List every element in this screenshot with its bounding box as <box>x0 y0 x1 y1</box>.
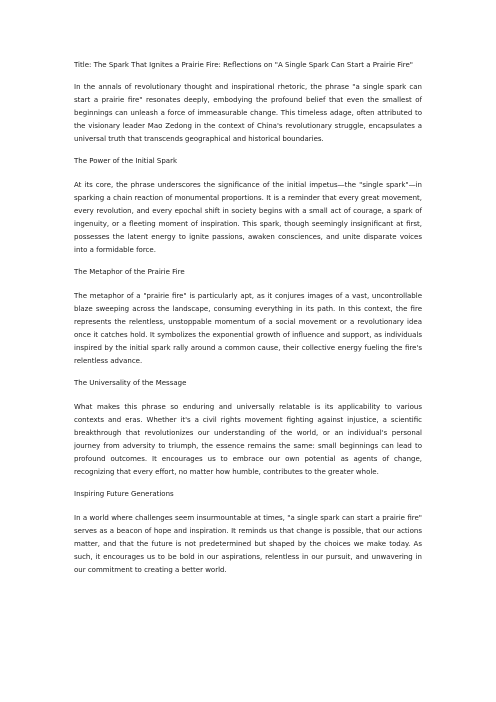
section-heading-power: The Power of the Initial Spark <box>74 157 178 165</box>
section-heading-metaphor: The Metaphor of the Prairie Fire <box>74 268 185 276</box>
section-body-universality: What makes this phrase so enduring and universally relatable is its applicability to various contexts and eras. Whether it's a civil rights movement fighting against injustice, a scientific breakthrough that revolutionizes our understanding of the world, or an individual's personal journey from adversity to triumph, the essence remains the same: small beginnings can lead to profound outcomes. It encourages us to embrace our own potential as agents of change, recognizing that every effort, no matter how humble, contributes to the greater whole. <box>74 403 422 476</box>
section-body-power: At its core, the phrase underscores the significance of the initial impetus—the "single spark"—in sparking a chain reaction of monumental proportions. It is a reminder that every great movement, every revolution, and every epochal shift in society begins with a small act of courage, a spark of ingenuity, or a fleeting moment of inspiration. This spark, though seemingly insignificant at first, possesses the latent energy to ignite passions, awaken consciences, and unite disparate voices into a formidable force. <box>74 181 422 254</box>
section-body-inspiring: In a world where challenges seem insurmountable at times, "a single spark can start a prairie fire" serves as a beacon of hope and inspiration. It reminds us that change is possible, that our actions matter, and that the future is not predetermined but shaped by the choices we make today. As such, it encourages us to be bold in our aspirations, relentless in our pursuit, and unwavering in our commitment to creating a better world. <box>74 514 422 574</box>
section-heading-inspiring: Inspiring Future Generations <box>74 490 174 498</box>
section-heading-universality: The Universality of the Message <box>74 379 187 387</box>
document-title: Title: The Spark That Ignites a Prairie Fire: Reflections on "A Single Spark Can Start a Prairie Fire" <box>74 61 414 69</box>
intro-paragraph: In the annals of revolutionary thought and inspirational rhetoric, the phrase "a single spark can start a prairie fire" resonates deeply, embodying the profound belief that even the smallest of beginnings can unleash a force of immeasurable change. This timeless adage, often attributed to the visionary leader Mao Zedong in the context of China's revolutionary struggle, encapsulates a universal truth that transcends geographical and historical boundaries. <box>74 83 422 143</box>
section-body-metaphor: The metaphor of a "prairie fire" is particularly apt, as it conjures images of a vast, uncontrollable blaze sweeping across the landscape, consuming everything in its path. In this context, the fire represents the relentless, unstoppable momentum of a social movement or a revolutionary idea once it catches hold. It symbolizes the exponential growth of influence and support, as individuals inspired by the initial spark rally around a common cause, their collective energy fueling the fire's relentless advance. <box>74 292 422 365</box>
